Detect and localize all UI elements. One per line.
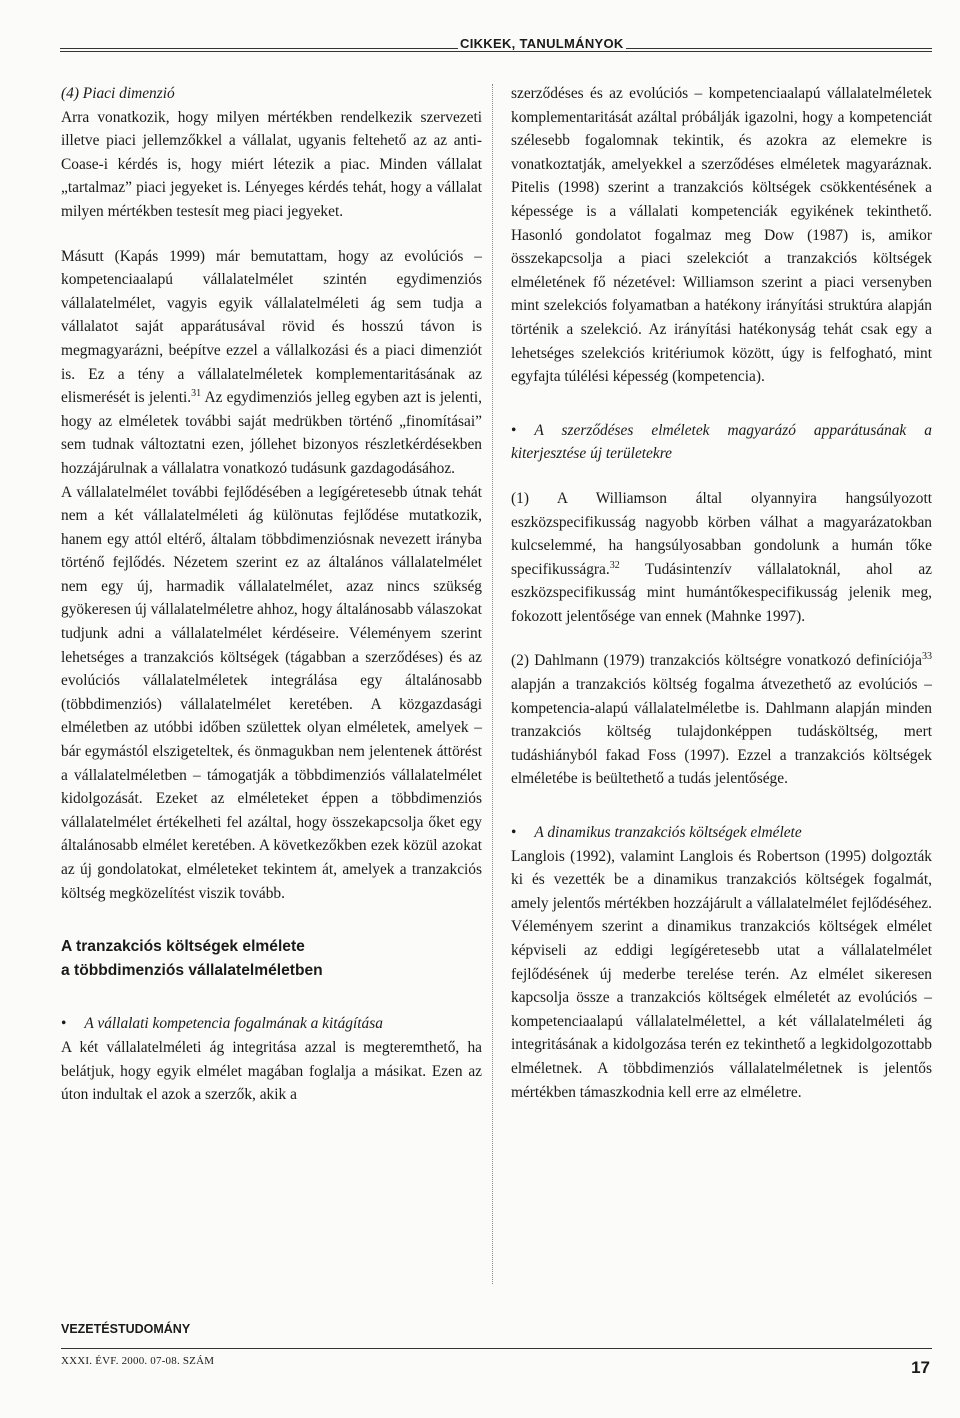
text-segment: Tudásintenzív vállalatoknál, ahol az eszközspecifikusság mint humántőkespecifikusság jelenik meg, fokozott jelentősége van ennek (Mahnke 1997). bbox=[511, 560, 932, 625]
bullet-heading-text: A vállalati kompetencia fogalmának a kitágítása bbox=[84, 1015, 383, 1033]
bullet-heading-dinamikus bbox=[511, 821, 932, 845]
paragraph-egydimenzios bbox=[61, 245, 482, 481]
bullet-icon: • bbox=[61, 1015, 67, 1033]
section-title-line-1: A tranzakciós költségek elmélete bbox=[61, 938, 305, 956]
paragraph-integritas: A két vállalatelméleti ág integritása azzal is megteremthető, ha belátjuk, hogy egyik elmélet magában foglalja a másikat. Ezen az úton indultak el azok a szerzők, akik a bbox=[61, 1038, 482, 1104]
journal-name: VEZETÉSTUDOMÁNY bbox=[61, 1322, 191, 1336]
running-header bbox=[60, 36, 932, 56]
column-divider bbox=[492, 84, 493, 1284]
footer-rule bbox=[61, 1348, 932, 1349]
paragraph-tobbdimenzios: A vállalatelmélet további fejlődésében a legígéretesebb útnak tehát nem a két vállalatelméleti ág különutas fejlődése mutatkozik, hanem egy attól eltérő, általam többdimenziósnak nevezett irányba történő fejlődés. Nézetem szerint ez az általános vállalatelmélet nem egy új, harmadik vállalatelmélet, azaz nincs szükség gyökeresen új vállalatelméletre ahhoz, hogy általánosabb válaszokat tudjunk adni a vállalatelmélet kérdéseire. Véleményem szerint lehetséges a tranzakciós költségek (tágabban a szerződéses) és az evolúciós vállalatelméletek integrálása egy általánosabb (többdimenziós) vállalatelmélet keretében. A közgazdasági elméletben az utóbbi időben születtek olyan elméletek, amelyek – bár egymástól elszigeteltek, és önmagukban nem jelentenek áttörést a vállalatelméletben – támogatják a többdimenziós vállalatelmélet kidolgozását. Ezeket az elméleteket éppen a többdimenziós vállalatelmélet értékelheti fel azáltal, hogy összekapcsolja őket egy általánosabb elmélet keretében. A következőkben ezek közül azokat az új gondolatokat, elméleteket tekintem át, amelyek a tranzakciós költség megközelítést viszik tovább. bbox=[61, 483, 482, 902]
left-column bbox=[61, 82, 482, 1107]
header-title: CIKKEK, TANULMÁNYOK bbox=[460, 36, 624, 51]
bullet-heading-text: A dinamikus tranzakciós költségek elmélete bbox=[534, 824, 802, 842]
paragraph-langlois: Langlois (1992), valamint Langlois és Robertson (1995) dolgozták ki és vezették be a dinamikus tranzakciós költségek fogalmát, amely jelentős mértékben hozzájárult a vállalatelmélet fejlődéséhez. Véleményem szerint a dinamikus tranzakciós költségek elmélet képviseli az eddigi legígéretesebb utat a vállalatelmélet fejlődésének új mederbe terelése terén. Az elmélet sikeresen kapcsolja össze a tranzakciós költségek elméletét az evolúciós – kompetenciaalapú vállalatelmélettel, a két vállalatelméleti ág integritásának a kidolgozása terén ez tekinthető a legkidolgozottabb elméletnek. A többdimenziós vállalatelméletnek is jelentős mértékben támaszkodnia kell erre az elméletre. bbox=[511, 847, 932, 1101]
subsection-title-piaci-dimenzio: (4) Piaci dimenzió bbox=[61, 85, 175, 102]
issue-info: XXXI. ÉVF. 2000. 07-08. SZÁM bbox=[61, 1355, 215, 1367]
text-segment: Másutt (Kapás 1999) már bemutattam, hogy az evolúciós – kompetenciaalapú vállalatelmélet szintén egydimenziós vállalatelmélet, vagyis egyik vállalatelméleti ág sem tudja a vállalatot saját apparátusával rövid és hosszú távon is megmagyarázni, beépítve ezzel a vállalkozási és a piaci dimenziót is. Ez a tény a vállalatelméletek komplementaritásának az elismerését is jelenti. bbox=[61, 247, 482, 407]
paragraph-komplementaritas: szerződéses és az evolúciós – kompetenciaalapú vállalatelméletek komplementaritását azáltal próbálják igazolni, hogy a kompetenciát szélesebb fogalomnak tekintik, és azokra az elemekre is vonatkoztatják, amelyekkel a szerződéses elméletek magyaráznak. Pitelis (1998) szerint a tranzakciós költségek csökkentésének a képessége is a vállalati kompetenciák egyikének tekinthető. Hasonló gondolatot fogalmaz meg Dow (1987) is, amikor összekapcsolja a piaci szelekciót a tranzakciós költségek elméletének fő nézetével: Williamson szerint a piaci versenyben mint szelekciós folyamatban a hatékony irányítási struktúra alapján történik a szelekció. Az irányítási hatékonyság tehát csak egy a lehetséges szelekciós kritériumok között, úgy is felfogható, mint egyfajta túlélési képesség (kompetencia). bbox=[511, 85, 932, 386]
footnote-ref-33: 33 bbox=[922, 651, 932, 663]
paragraph-williamson bbox=[511, 487, 932, 629]
text-segment: Az egydimenziós jelleg egyben azt is jelenti, hogy az elméletek további saját medrükben történő „finomításai” sem tudnak változtatni ezen, jóllehet bizonyos részletkérdésekben hozzájárulnak a vállalatra vonatkozó tudásunk gazdagodásához. bbox=[61, 389, 483, 477]
bullet-icon: • bbox=[511, 421, 517, 439]
bullet-heading-kiterjesztes bbox=[511, 419, 932, 466]
section-title-line-2: a többdimenziós vállalatelméletben bbox=[61, 961, 323, 979]
footnote-ref-32: 32 bbox=[609, 559, 620, 571]
paragraph-piaci-dimenzio: Arra vonatkozik, hogy milyen mértékben rendelkezik szervezeti illetve piaci jellemzőkkel a vállalat, ugyanis feltehető az az anti-Coase-i kérdés is, hogy miért létezik a piac. Minden vállalat „tartalmaz” piaci jegyeket is. Lényeges kérdés tehát, hogy a vállalat milyen mértékben testesít meg piaci jegyeket. bbox=[61, 108, 482, 220]
bullet-heading-kompetencia bbox=[61, 1012, 482, 1036]
text-segment: (2) Dahlmann (1979) tranzakciós költségre vonatkozó definíciója bbox=[511, 652, 922, 670]
bullet-heading-text: A szerződéses elméletek magyarázó apparátusának a kiterjesztése új területekre bbox=[511, 421, 932, 463]
text-segment: (1) A Williamson által olyannyira hangsúlyozott eszközspecifikusság nagyobb körben válhat a magyarázatokban kulcselemmé, ha hangsúlyosabban gondolunk a humán tőke specifikusságra. bbox=[511, 489, 932, 578]
paragraph-dahlmann bbox=[511, 649, 932, 791]
text-segment: alapján a tranzakciós költség fogalma átvezethető az evolúciós – kompetencia-alapú vállalatelméletbe is. Dahlmann alapján minden tranzakciós költség tulajdonképpen tudásköltség, mert tudáshiányból fakad Foss (1997). Ezzel a tranzakciós költségek elméletébe is beültethető a tudás jelentősége. bbox=[511, 676, 932, 788]
footnote-ref-31: 31 bbox=[191, 388, 202, 400]
right-column bbox=[511, 82, 932, 1104]
page-number: 17 bbox=[911, 1358, 930, 1377]
bullet-icon: • bbox=[511, 824, 517, 842]
